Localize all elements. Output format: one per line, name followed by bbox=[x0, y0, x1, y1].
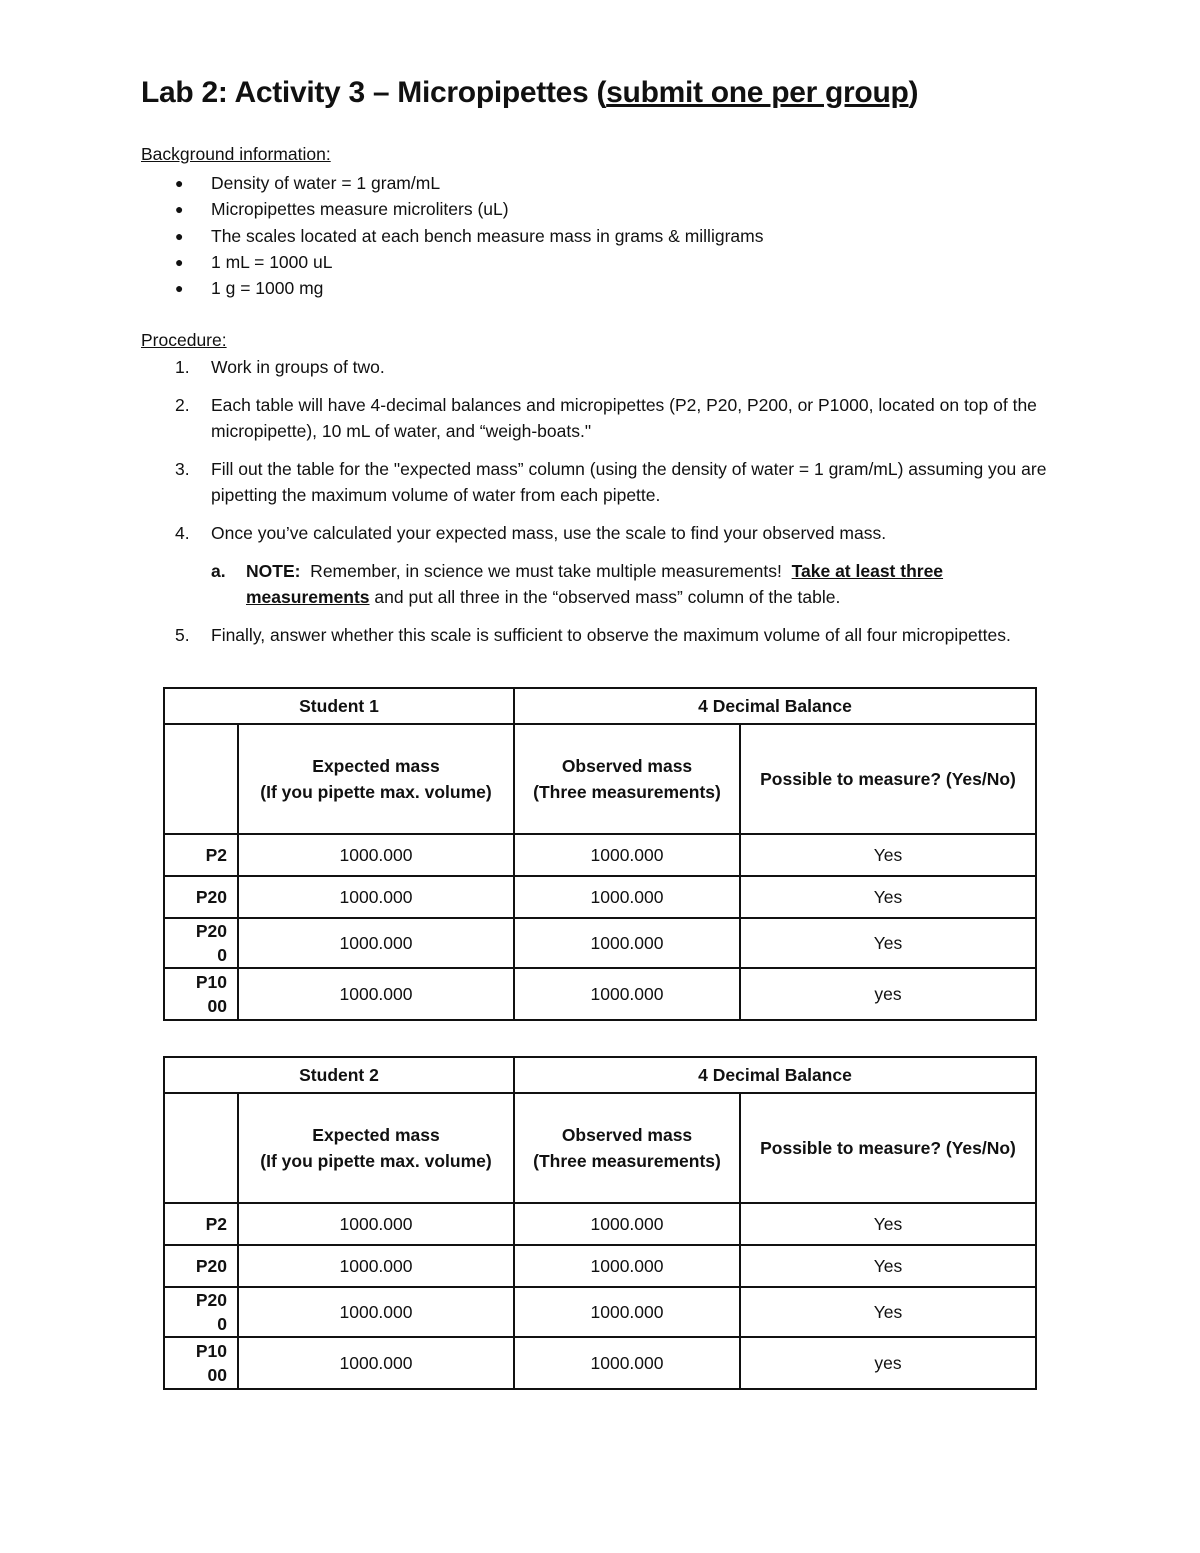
student-name-cell: Student 2 bbox=[164, 1057, 514, 1093]
pipette-label: P200 bbox=[164, 1287, 238, 1337]
step-number: 4. bbox=[175, 523, 190, 543]
page-title bbox=[141, 76, 918, 110]
possible-cell[interactable]: Yes bbox=[740, 834, 1036, 876]
possible-cell[interactable]: yes bbox=[740, 1337, 1036, 1389]
pipette-label: P2 bbox=[164, 834, 238, 876]
bullet-text: 1 mL = 1000 uL bbox=[211, 251, 333, 272]
pipette-label: P200 bbox=[164, 918, 238, 968]
table-row bbox=[164, 1337, 1036, 1389]
step-text: Finally, answer whether this scale is sufficient to observe the maximum volume of all four micropipettes. bbox=[211, 625, 1011, 645]
table-row bbox=[164, 918, 1036, 968]
list-item bbox=[141, 196, 763, 222]
step-text: Each table will have 4-decimal balances and micropipettes (P2, P20, P200, or P1000, located on top of the micropipette), 10 mL of water, and “weigh-boats." bbox=[211, 395, 1037, 441]
substep-text: Remember, in science we must take multiple measurements! bbox=[300, 561, 792, 581]
step-number: 2. bbox=[175, 395, 190, 415]
substep-emphasis: Take at least three measurements bbox=[246, 561, 944, 607]
title-close: ) bbox=[908, 76, 919, 109]
observed-cell[interactable]: 1000.000 bbox=[514, 1287, 740, 1337]
possible-cell[interactable]: Yes bbox=[740, 918, 1036, 968]
bullet-icon: ● bbox=[175, 227, 184, 244]
pipette-label: P1000 bbox=[164, 1337, 238, 1389]
background-heading: Background information: bbox=[141, 144, 331, 164]
procedure-substep bbox=[141, 558, 1051, 610]
empty-header-cell bbox=[164, 724, 238, 834]
table-header-row bbox=[164, 688, 1036, 724]
step-text: Work in groups of two. bbox=[211, 357, 385, 377]
bullet-icon: ● bbox=[175, 280, 184, 297]
table-row bbox=[164, 1245, 1036, 1287]
pipette-label: P1000 bbox=[164, 968, 238, 1020]
bullet-text: The scales located at each bench measure mass in grams & milligrams bbox=[211, 225, 764, 246]
column-header-row bbox=[164, 724, 1036, 834]
table-row bbox=[164, 1203, 1036, 1245]
step-text: Fill out the table for the "expected mass” column (using the density of water = 1 gram/mL) assuming you are pipetting the maximum volume of water from each pipette. bbox=[211, 459, 1047, 505]
expected-cell[interactable]: 1000.000 bbox=[238, 968, 514, 1020]
observed-cell[interactable]: 1000.000 bbox=[514, 876, 740, 918]
list-item bbox=[141, 223, 763, 249]
possible-cell[interactable]: Yes bbox=[740, 1203, 1036, 1245]
possible-cell[interactable]: yes bbox=[740, 968, 1036, 1020]
observed-mass-header: Observed mass (Three measurements) bbox=[514, 724, 740, 834]
expected-cell[interactable]: 1000.000 bbox=[238, 1203, 514, 1245]
observed-cell[interactable]: 1000.000 bbox=[514, 1203, 740, 1245]
procedure-step bbox=[141, 622, 1051, 648]
possible-cell[interactable]: Yes bbox=[740, 1245, 1036, 1287]
background-list bbox=[141, 170, 763, 301]
procedure-heading: Procedure: bbox=[141, 330, 227, 350]
balance-type-cell: 4 Decimal Balance bbox=[514, 1057, 1036, 1093]
bullet-icon: ● bbox=[175, 253, 184, 270]
pipette-label: P20 bbox=[164, 1245, 238, 1287]
student-2-table bbox=[163, 1056, 1037, 1390]
bullet-icon: ● bbox=[175, 175, 184, 191]
balance-type-cell: 4 Decimal Balance bbox=[514, 688, 1036, 724]
expected-cell[interactable]: 1000.000 bbox=[238, 1287, 514, 1337]
procedure-list bbox=[141, 354, 1051, 660]
bullet-text: Micropipettes measure microliters (uL) bbox=[211, 199, 509, 220]
observed-cell[interactable]: 1000.000 bbox=[514, 918, 740, 968]
list-item bbox=[141, 249, 763, 275]
pipette-label: P2 bbox=[164, 1203, 238, 1245]
title-main: Lab 2: Activity 3 – Micropipettes ( bbox=[141, 76, 607, 109]
procedure-step bbox=[141, 456, 1051, 508]
bullet-text: Density of water = 1 gram/mL bbox=[211, 173, 441, 193]
table-row bbox=[164, 834, 1036, 876]
bullet-icon: ● bbox=[175, 201, 184, 218]
observed-cell[interactable]: 1000.000 bbox=[514, 968, 740, 1020]
empty-header-cell bbox=[164, 1093, 238, 1203]
possible-header: Possible to measure? (Yes/No) bbox=[740, 1093, 1036, 1203]
procedure-step bbox=[141, 520, 1051, 546]
pipette-label: P20 bbox=[164, 876, 238, 918]
table-row bbox=[164, 1287, 1036, 1337]
expected-cell[interactable]: 1000.000 bbox=[238, 1337, 514, 1389]
list-item bbox=[141, 170, 763, 196]
step-number: 3. bbox=[175, 459, 190, 479]
procedure-step bbox=[141, 354, 1051, 380]
expected-cell[interactable]: 1000.000 bbox=[238, 918, 514, 968]
possible-cell[interactable]: Yes bbox=[740, 1287, 1036, 1337]
observed-cell[interactable]: 1000.000 bbox=[514, 1337, 740, 1389]
substep-text-after: and put all three in the “observed mass” column of the table. bbox=[369, 587, 841, 607]
step-text: Once you’ve calculated your expected mass, use the scale to find your observed mass. bbox=[211, 523, 887, 543]
note-label: NOTE: bbox=[246, 561, 301, 581]
title-submit-note: submit one per group bbox=[606, 76, 909, 109]
student-1-table bbox=[163, 687, 1037, 1021]
table-row bbox=[164, 968, 1036, 1020]
table-row bbox=[164, 876, 1036, 918]
observed-cell[interactable]: 1000.000 bbox=[514, 1245, 740, 1287]
student-name-cell: Student 1 bbox=[164, 688, 514, 724]
observed-cell[interactable]: 1000.000 bbox=[514, 834, 740, 876]
list-item bbox=[141, 275, 763, 301]
expected-mass-header: Expected mass (If you pipette max. volume) bbox=[238, 724, 514, 834]
expected-mass-header: Expected mass (If you pipette max. volume) bbox=[238, 1093, 514, 1203]
expected-cell[interactable]: 1000.000 bbox=[238, 834, 514, 876]
possible-cell[interactable]: Yes bbox=[740, 876, 1036, 918]
observed-mass-header: Observed mass (Three measurements) bbox=[514, 1093, 740, 1203]
table-header-row bbox=[164, 1057, 1036, 1093]
possible-header: Possible to measure? (Yes/No) bbox=[740, 724, 1036, 834]
bullet-text: 1 g = 1000 mg bbox=[211, 278, 324, 299]
column-header-row bbox=[164, 1093, 1036, 1203]
expected-cell[interactable]: 1000.000 bbox=[238, 1245, 514, 1287]
procedure-step bbox=[141, 392, 1051, 444]
step-number: 5. bbox=[175, 625, 190, 645]
expected-cell[interactable]: 1000.000 bbox=[238, 876, 514, 918]
step-number: 1. bbox=[175, 357, 190, 377]
substep-letter: a. bbox=[211, 561, 226, 581]
